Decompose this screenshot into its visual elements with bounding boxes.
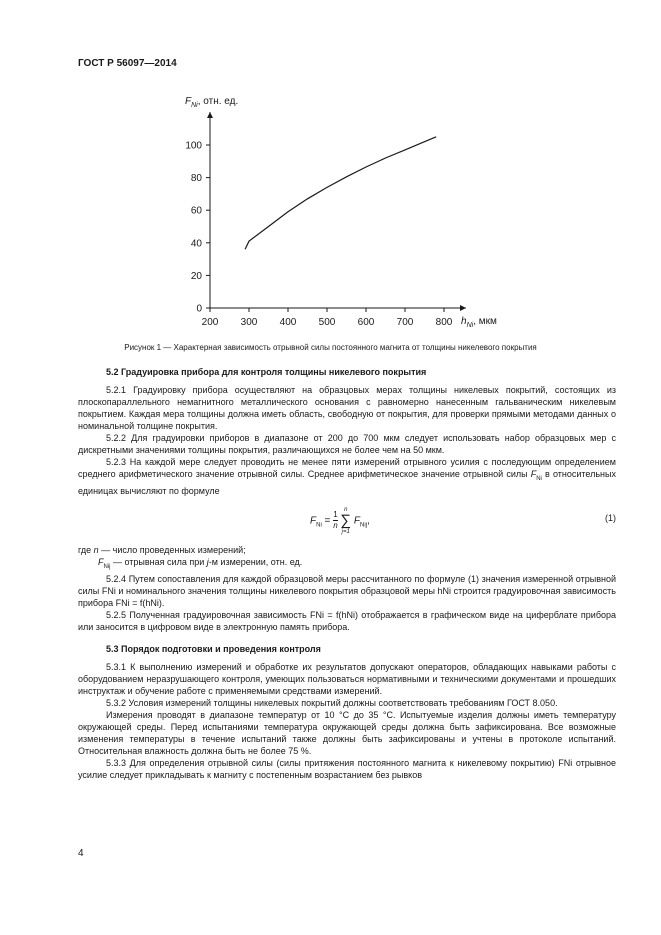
x-axis-arrow — [460, 305, 466, 311]
paragraph-5-2-5: 5.2.5 Полученная градуировочная зависимость FNi = f(hNi) отображается в графическом виде на циферблате прибора или заносится в цифровом виде в электронную память прибора. — [78, 609, 616, 632]
x-axis-label — [461, 316, 497, 329]
paragraph-5-2-4: 5.2.4 Путем сопоставления для каждой образцовой меры рассчитанного по формуле (1) значения измеренной отрывной силы FNi и номинального значения толщины никелевого покрытия образцовой меры hNi строится градуировочная зависимость прибора FNi = f(hNi). — [78, 573, 616, 608]
formula-1 — [78, 500, 616, 542]
formula-number: (1) — [605, 512, 616, 523]
x-tick-label: 500 — [318, 317, 336, 328]
paragraph-5-2-3 — [78, 456, 616, 497]
x-label-unit: , мкм — [473, 316, 497, 327]
text-run: где — [78, 544, 94, 555]
page-number: 4 — [78, 848, 84, 859]
y-tick-label: 60 — [190, 205, 202, 217]
paragraph-5-2-1: 5.2.1 Градуировку прибора осуществляют на образцовых мерах толщины никелевых покрытий, состоящих из плоскопараллельного немагнитного металлического основания с равномерно нанесенным гальваническим никелевым покрытием. Каждая мера толщины должна иметь область, свободную от покрытия, для проверки прямыми методами данных о номинальной толщине покрытия. — [78, 385, 616, 431]
text-run: — число проведенных измерений; — [98, 544, 246, 555]
paragraph-5-3-3: 5.3.3 Для определения отрывной силы (силы притяжения постоянного магнита к никелевому покрытию) FNi отрывное усилие следует прикладывать к магниту с постепенным возрастанием без рывков — [78, 757, 616, 780]
x-tick-label: 700 — [396, 317, 414, 328]
symbol-F: F — [530, 469, 537, 479]
text-run: 5.2.3 На каждой мере следует проводить не менее пяти измерений отрывного усилия с последующим определением среднего арифметического значение отрывной силы. Среднее арифметическое значение отрывной силы — [78, 457, 616, 479]
x-label-symbol: h — [461, 316, 467, 327]
chart-axes — [207, 112, 466, 311]
symbol-sub: Nij — [103, 563, 111, 570]
x-tick-label: 400 — [279, 317, 297, 328]
formula-explanation-fnij — [78, 556, 616, 573]
document-header: ГОСТ Р 56097—2014 — [78, 58, 177, 69]
y-tick-label: 80 — [190, 173, 202, 185]
chart-ticks — [185, 141, 452, 329]
formula-explanation-n — [78, 544, 616, 556]
x-tick-label: 300 — [240, 317, 258, 328]
thickness-force-chart — [0, 0, 661, 340]
section-5-2 — [78, 366, 616, 781]
y-tick-label: 0 — [196, 303, 202, 315]
section-heading: 5.2 Градуировка прибора для контроля толщины никелевого покрытия — [106, 367, 427, 377]
text-run: -м измерении, отн. ед. — [208, 556, 303, 567]
y-tick-label: 40 — [190, 238, 202, 250]
symbol-F: F — [98, 556, 104, 567]
x-tick-label: 600 — [357, 317, 375, 328]
symbol-n: n — [93, 544, 99, 555]
force-curve — [245, 137, 436, 250]
paragraph-5-2-2: 5.2.2 Для градуировки приборов в диапазоне от 200 до 700 мкм следует использовать набор образцовых мер с дискретными значениями толщины покрытия, различающихся не более чем на 50 мкм. — [78, 433, 616, 455]
y-tick-label: 20 — [190, 270, 202, 282]
y-label-unit: , отн. ед. — [197, 96, 239, 107]
figure-caption: Рисунок 1 — Характерная зависимость отрывной силы постоянного магнита от толщины никелевого покрытия — [124, 343, 537, 352]
text-run: в относительных единицах вычисляют по формуле — [78, 469, 616, 496]
y-axis-arrow — [207, 112, 213, 118]
x-tick-label: 800 — [435, 317, 453, 328]
y-tick-label: 100 — [185, 140, 202, 152]
y-label-symbol: F — [185, 96, 192, 107]
symbol-j: j — [206, 556, 209, 567]
formula-expression: $F_{Ni} = \frac{1}{n}$ n ∑ j=1 $F_{Nij}$, — [310, 506, 370, 535]
symbol-sub: Ni — [536, 475, 542, 482]
y-axis-label — [185, 96, 238, 109]
x-tick-label: 200 — [201, 317, 219, 328]
text-run: — отрывная сила при — [110, 556, 207, 567]
paragraph-5-3-2-cont: Измерения проводят в диапазоне температур от 10 °С до 35 °С. Испытуемые изделия должны иметь температуру окружающей среды. Перед испытаниями температура окружающей среды должна быть зафиксирована. Все возможные изменения температуры в течение испытаний также должны быть зафиксированы и учтены в протоколе испытаний. Относительная влажность должна быть не более 75 %. — [78, 709, 616, 756]
y-label-sub: Ni — [191, 102, 198, 109]
x-label-sub: Ni — [466, 322, 474, 329]
paragraph-5-3-1: 5.3.1 К выполнению измерений и обработке их результатов допускают операторов, обладающих навыками работы с оборудованием неразрушающего контроля, умеющих пользоваться нормативными и техническими документами и прошедших инструктаж и обучение работе с применяемыми средствами измерений. — [78, 661, 616, 696]
paragraph-5-3-2: 5.3.2 Условия измерений толщины никелевых покрытий должны соответствовать требованиям ГОСТ 8.050. — [106, 697, 558, 708]
section-heading: 5.3 Порядок подготовки и проведения контроля — [106, 643, 321, 654]
